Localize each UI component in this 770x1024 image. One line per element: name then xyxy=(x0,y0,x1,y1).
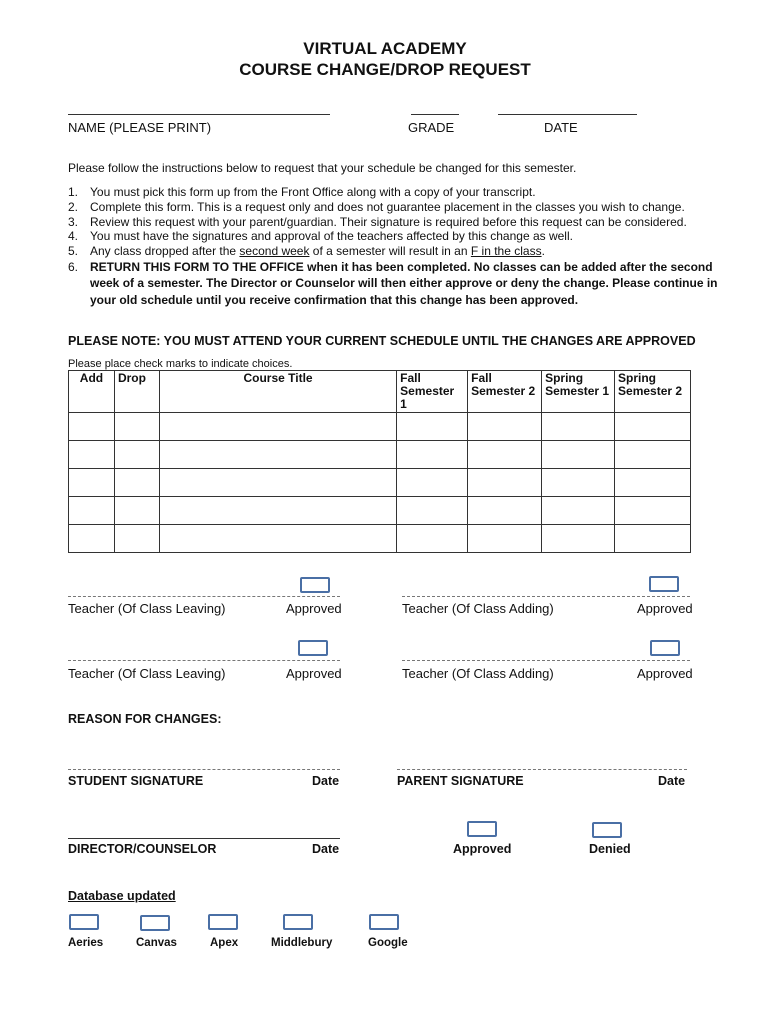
google-label: Google xyxy=(368,937,408,949)
canvas-label: Canvas xyxy=(136,937,177,949)
school-title: VIRTUAL ACADEMY xyxy=(303,39,467,58)
name-field[interactable] xyxy=(68,114,330,115)
canvas-checkbox[interactable] xyxy=(140,915,170,931)
term-cell[interactable] xyxy=(615,525,691,553)
term-cell[interactable] xyxy=(542,413,615,441)
table-row xyxy=(69,525,691,553)
term-cell[interactable] xyxy=(615,497,691,525)
aeries-label: Aeries xyxy=(68,937,104,949)
middlebury-label: Middlebury xyxy=(271,937,333,949)
term-cell[interactable] xyxy=(397,497,468,525)
table-row xyxy=(69,441,691,469)
instructions-intro: Please follow the instructions below to request that your schedule be changed for this semester. xyxy=(68,161,577,175)
teacher-leaving-approved-checkbox[interactable] xyxy=(300,577,330,593)
middlebury-checkbox[interactable] xyxy=(283,914,313,930)
instruction-step: 1. You must pick this form up from the Front Office along with a copy of your transcript. xyxy=(68,185,536,199)
director-denied-label: Denied xyxy=(589,842,631,856)
student-signature-label: STUDENT SIGNATURE xyxy=(68,774,204,788)
col-drop: Drop xyxy=(114,371,159,413)
table-row xyxy=(69,497,691,525)
teacher-leaving-label: Teacher (Of Class Leaving) xyxy=(68,666,226,681)
apex-checkbox[interactable] xyxy=(208,914,238,930)
term-cell[interactable] xyxy=(397,525,468,553)
term-cell[interactable] xyxy=(468,497,542,525)
term-cell[interactable] xyxy=(468,525,542,553)
database-updated-label: Database updated xyxy=(68,889,176,903)
add-cell[interactable] xyxy=(69,525,115,553)
term-cell[interactable] xyxy=(542,469,615,497)
add-cell[interactable] xyxy=(69,413,115,441)
term-cell[interactable] xyxy=(468,441,542,469)
teacher-leaving-label: Teacher (Of Class Leaving) xyxy=(68,601,226,616)
teacher-adding-signature-line[interactable] xyxy=(402,660,690,661)
term-cell[interactable] xyxy=(542,497,615,525)
teacher-adding-approved-checkbox[interactable] xyxy=(649,576,679,592)
col-spring-sem2: Spring Semester 2 xyxy=(615,371,691,413)
date-label: Date xyxy=(312,774,340,788)
date-label: Date xyxy=(312,842,340,856)
director-signature-line[interactable] xyxy=(68,838,340,839)
term-cell[interactable] xyxy=(468,469,542,497)
term-cell[interactable] xyxy=(397,469,468,497)
instruction-step: 2. Complete this form. This is a request only and does not guarantee placement in the classes you wish to change. xyxy=(68,199,685,214)
teacher-adding-approved-checkbox[interactable] xyxy=(650,640,680,656)
google-checkbox[interactable] xyxy=(369,914,399,930)
instruction-step: 3. Review this request with your parent/guardian. Their signature is required before this request can be considered. xyxy=(68,214,687,229)
student-signature-line[interactable] xyxy=(68,769,340,770)
parent-signature-line[interactable] xyxy=(397,769,687,770)
instruction-step: 6. RETURN THIS FORM TO THE OFFICE when it has been completed. No classes can be added after the second week of a semester. The Director or Counselor will then either approve or deny the change. Please continue in your old schedule until you receive confirmation that this change has been approved. xyxy=(68,259,718,307)
course-title-cell[interactable] xyxy=(159,413,396,441)
drop-cell[interactable] xyxy=(114,469,159,497)
approved-label: Approved xyxy=(637,666,693,681)
teacher-leaving-signature-line[interactable] xyxy=(68,596,340,597)
term-cell[interactable] xyxy=(615,469,691,497)
name-label: NAME (PLEASE PRINT) xyxy=(68,120,212,135)
drop-cell[interactable] xyxy=(114,525,159,553)
term-cell[interactable] xyxy=(615,413,691,441)
instructions-list xyxy=(68,185,728,308)
teacher-adding-signature-line[interactable] xyxy=(402,596,690,597)
add-cell[interactable] xyxy=(69,441,115,469)
col-add: Add xyxy=(69,371,115,413)
add-cell[interactable] xyxy=(69,469,115,497)
teacher-adding-label: Teacher (Of Class Adding) xyxy=(402,601,554,616)
grade-label: GRADE xyxy=(408,120,455,135)
approved-label: Approved xyxy=(637,601,693,616)
approved-label: Approved xyxy=(286,666,342,681)
course-title-cell[interactable] xyxy=(159,469,396,497)
director-denied-checkbox[interactable] xyxy=(592,822,622,838)
course-title-cell[interactable] xyxy=(159,441,396,469)
instruction-step: 5. Any class dropped after the second week of a semester will result in an F in the class. xyxy=(68,244,545,259)
grade-field[interactable] xyxy=(411,114,459,115)
course-title-cell[interactable] xyxy=(159,525,396,553)
date-label: Date xyxy=(658,774,686,788)
drop-cell[interactable] xyxy=(114,497,159,525)
instruction-step: 4. You must have the signatures and approval of the teachers affected by this change as well. xyxy=(68,229,573,244)
date-field[interactable] xyxy=(498,114,637,115)
col-spring-sem1: Spring Semester 1 xyxy=(542,371,615,413)
parent-signature-label: PARENT SIGNATURE xyxy=(397,774,524,788)
teacher-adding-label: Teacher (Of Class Adding) xyxy=(402,666,554,681)
teacher-leaving-signature-line[interactable] xyxy=(68,660,340,661)
table-caption: Please place check marks to indicate choices. xyxy=(68,358,293,370)
date-label: DATE xyxy=(544,120,578,135)
term-cell[interactable] xyxy=(468,413,542,441)
add-cell[interactable] xyxy=(69,497,115,525)
table-row xyxy=(69,469,691,497)
term-cell[interactable] xyxy=(542,525,615,553)
col-course-title: Course Title xyxy=(159,371,396,413)
col-fall-sem1: Fall Semester 1 xyxy=(397,371,468,413)
attendance-note: PLEASE NOTE: YOU MUST ATTEND YOUR CURRENT SCHEDULE UNTIL THE CHANGES ARE APPROVED xyxy=(68,334,696,348)
term-cell[interactable] xyxy=(397,441,468,469)
aeries-checkbox[interactable] xyxy=(69,914,99,930)
director-approved-checkbox[interactable] xyxy=(467,821,497,837)
director-counselor-label: DIRECTOR/COUNSELOR xyxy=(68,842,217,856)
teacher-leaving-approved-checkbox[interactable] xyxy=(298,640,328,656)
term-cell[interactable] xyxy=(615,441,691,469)
director-approved-label: Approved xyxy=(453,842,512,856)
form-title: COURSE CHANGE/DROP REQUEST xyxy=(239,60,531,79)
reason-label: REASON FOR CHANGES: xyxy=(68,712,222,726)
approved-label: Approved xyxy=(286,601,342,616)
table-row xyxy=(69,413,691,441)
drop-cell[interactable] xyxy=(114,413,159,441)
drop-cell[interactable] xyxy=(114,441,159,469)
term-cell[interactable] xyxy=(542,441,615,469)
apex-label: Apex xyxy=(210,937,239,949)
course-table xyxy=(68,370,691,553)
col-fall-sem2: Fall Semester 2 xyxy=(468,371,542,413)
term-cell[interactable] xyxy=(397,413,468,441)
course-title-cell[interactable] xyxy=(159,497,396,525)
